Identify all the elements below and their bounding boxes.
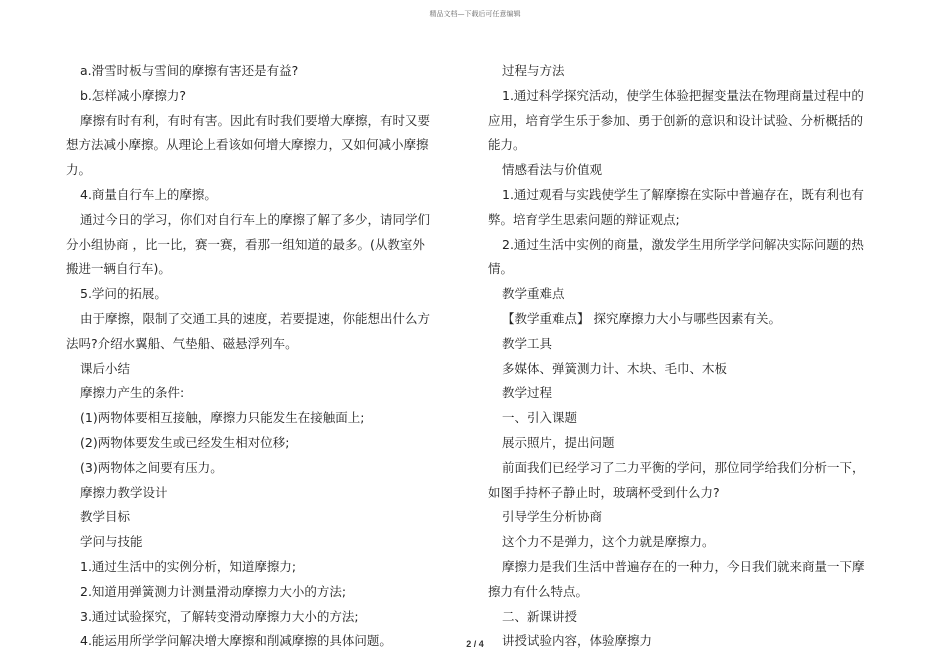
section-heading: 教学重难点: [502, 286, 565, 302]
list-item: (2)两物体要发生或已经发生相对位移;: [80, 434, 290, 450]
paragraph: 5.学问的拓展。: [80, 286, 167, 302]
section-heading: 一、引入课题: [502, 410, 578, 426]
section-heading: 教学目标: [80, 509, 131, 525]
list-item: (3)两物体之间要有压力。: [80, 459, 223, 475]
right-column: [488, 59, 872, 654]
paragraph: 摩擦有时有利，有时有害。因此有时我们要增大摩擦，有时又要想方法减小摩擦。从理论上看该如何增大摩擦力，又如何减小摩擦力。: [66, 112, 431, 178]
page-number: 2 / 4: [466, 639, 484, 649]
section-heading: 学问与技能: [80, 534, 143, 550]
paragraph: 通过今日的学习，你们对自行车上的摩擦了解了多少，请同学们分小组协商 ，比一比，赛一赛，看那一组知道的最多。(从教室外搬进一辆自行车)。: [66, 211, 431, 277]
section-heading: 摩擦力教学设计: [80, 484, 168, 500]
paragraph: 1.通过观看与实践使学生了解摩擦在实际中普遍存在，既有利也有弊。培育学生思索问题的辩证观点;: [488, 186, 864, 227]
section-heading: 教学过程: [502, 385, 553, 401]
section-heading: 课后小结: [80, 360, 131, 376]
paragraph: 展示照片，提出问题: [502, 434, 615, 450]
paragraph: b.怎样减小摩擦力?: [80, 87, 187, 103]
paragraph: 2.通过生活中实例的商量，激发学生用所学学问解决实际问题的热情。: [488, 236, 864, 277]
left-column: [66, 59, 436, 654]
paragraph: 【教学重难点】 探究摩擦力大小与哪些因素有关。: [502, 310, 781, 326]
paragraph: 引导学生分析协商: [502, 509, 603, 525]
list-item: 4.能运用所学学问解决增大摩擦和削减摩擦的具体问题。: [80, 633, 392, 649]
paragraph: 1.通过科学探究活动，使学生体验把握变量法在物理商量过程中的应用，培育学生乐于参加、勇于创新的意识和设计试验、分析概括的能力。: [488, 87, 864, 153]
section-heading: 过程与方法: [502, 63, 565, 78]
section-heading: 情感看法与价值观: [502, 162, 603, 178]
paragraph: 摩擦力产生的条件:: [80, 385, 185, 401]
paragraph: 讲授试验内容，体验摩擦力: [502, 633, 653, 649]
list-item: 2.知道用弹簧测力计测量滑动摩擦力大小的方法;: [80, 583, 347, 599]
paragraph: 由于摩擦，限制了交通工具的速度，若要提速，你能想出什么方法吗?介绍水翼船、气垫船、磁悬浮列车。: [66, 310, 431, 351]
paragraph: 多媒体、弹簧测力计、木块、毛巾、木板: [502, 360, 728, 376]
paragraph: 摩擦力是我们生活中普遍存在的一种力，今日我们就来商量一下摩擦力有什么特点。: [488, 558, 865, 599]
paragraph: 前面我们已经学习了二力平衡的学问，那位同学给我们分析一下，如图手持杯子静止时，玻璃杯受到什么力?: [488, 459, 865, 500]
paragraph: 这个力不是弹力，这个力就是摩擦力。: [502, 534, 715, 550]
paragraph: 4.商量自行车上的摩擦。: [80, 186, 217, 202]
section-heading: 二、新课讲授: [502, 608, 578, 624]
list-item: 1.通过生活中的实例分析，知道摩擦力;: [80, 558, 297, 574]
list-item: 3.通过试验探究，了解转变滑动摩擦力大小的方法;: [80, 608, 359, 624]
list-item: (1)两物体要相互接触，摩擦力只能发生在接触面上;: [80, 410, 365, 426]
paragraph: a.滑雪时板与雪间的摩擦有害还是有益?: [80, 63, 299, 78]
page-header: 精品文档—下载后可任意编辑: [429, 10, 521, 18]
section-heading: 教学工具: [502, 335, 553, 351]
